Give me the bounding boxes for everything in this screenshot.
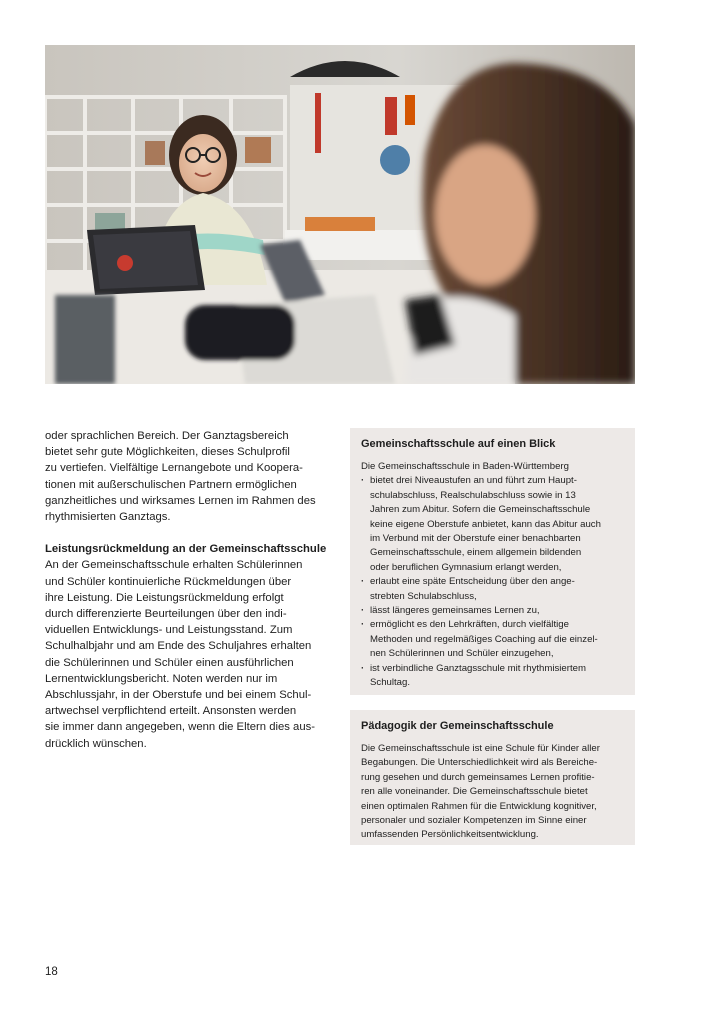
body-line: die Schülerinnen und Schüler einen ausführlichen: [45, 656, 294, 669]
body-line: viduellen Entwicklungs- und Leistungsstand. Zum: [45, 624, 293, 637]
pedagogy-line: Die Gemeinschaftsschule ist eine Schule für Kinder aller: [361, 743, 600, 754]
pedagogy-line: personaler und sozialer Kompetenzen im Sinne einer: [361, 815, 587, 827]
body-line: Lernentwicklungsbericht. Noten werden nur im: [45, 672, 278, 685]
intro-line: zu vertiefen. Vielfältige Lernangebote und Koopera-: [45, 462, 303, 475]
classroom-photo-icon: [45, 45, 635, 384]
list-item: · bietet drei Niveaustufen an und führt zum Haupt- schulabschluss, Realschulabschluss sowie in 13 Jahren zum Abitur. Sofern die Gemeinschaftsschule keine eigene Oberstufe anbietet, kann das Abitur auch im Verbund mit der Oberstufe einer benachbarten Gemeinschaftsschule, einem allgemein bildenden oder beruflichen Gymnasium erlangt werden,: [361, 474, 624, 575]
body-line: Abschlussjahr, in der Oberstufe und bei einem Schul-: [45, 689, 312, 702]
list-item: · erlaubt eine späte Entscheidung über den ange- strebten Schulabschluss,: [361, 575, 624, 604]
body-line: Schulhalbjahr und am Ende des Schuljahres erhalten: [45, 640, 312, 653]
body-line: An der Gemeinschaftsschule erhalten Schülerinnen: [45, 559, 303, 572]
intro-line: bietet sehr gute Möglichkeiten, dieses Schulprofil: [45, 446, 290, 459]
pedagogy-box-title: Pädagogik der Gemeinschaftsschule: [361, 720, 554, 732]
intro-line: ganzheitliches und wirksames Lernen im Rahmen des: [45, 494, 316, 507]
page-number: 18: [45, 966, 58, 978]
body-line: sie immer dann angegeben, wenn die Eltern dies aus-: [45, 721, 316, 734]
intro-line: rhythmisierten Ganztags.: [45, 511, 171, 524]
classroom-photo: [45, 45, 635, 384]
pedagogy-line: rung gesehen und durch gemeinsames Lernen profitie-: [361, 771, 595, 783]
section-heading: Leistungsrückmeldung an der Gemeinschaftsschule: [45, 543, 327, 556]
body-line: durch differenzierte Beurteilungen über den indi-: [45, 608, 287, 621]
list-item: · ermöglicht es den Lehrkräften, durch vielfältige Methoden und regelmäßiges Coaching auf die einzel- nen Schülerinnen und Schüler einzugehen,: [361, 618, 624, 661]
main-text-column: [45, 428, 335, 752]
overview-intro: Die Gemeinschaftsschule in Baden-Württemberg: [361, 461, 569, 472]
overview-box-title: Gemeinschaftsschule auf einen Blick: [361, 438, 556, 450]
pedagogy-line: ren alle voneinander. Die Gemeinschaftsschule bietet: [361, 786, 588, 798]
pedagogy-line: Begabungen. Die Unterschiedlichkeit wird als Bereiche-: [361, 757, 598, 769]
intro-line: tionen mit außerschulischen Partnern ermöglichen: [45, 478, 297, 491]
overview-box: [350, 428, 635, 695]
list-item: · lässt längeres gemeinsames Lernen zu,: [361, 604, 624, 618]
body-line: artwechsel verpflichtend erteilt. Ansonsten werden: [45, 705, 297, 718]
pedagogy-box: [350, 710, 635, 845]
overview-list: [361, 474, 624, 690]
pedagogy-line: umfassenden Persönlichkeitsentwicklung.: [361, 829, 539, 841]
intro-line: oder sprachlichen Bereich. Der Ganztagsbereich: [45, 430, 289, 442]
list-item: · ist verbindliche Ganztagsschule mit rhythmisiertem Schultag.: [361, 662, 624, 691]
pedagogy-line: einen optimalen Rahmen für die Entwicklung kognitiver,: [361, 800, 597, 812]
body-line: drücklich wünschen.: [45, 737, 147, 750]
body-line: und Schüler kontinuierliche Rückmeldungen über: [45, 575, 292, 588]
body-line: ihre Leistung. Die Leistungsrückmeldung erfolgt: [45, 591, 284, 604]
